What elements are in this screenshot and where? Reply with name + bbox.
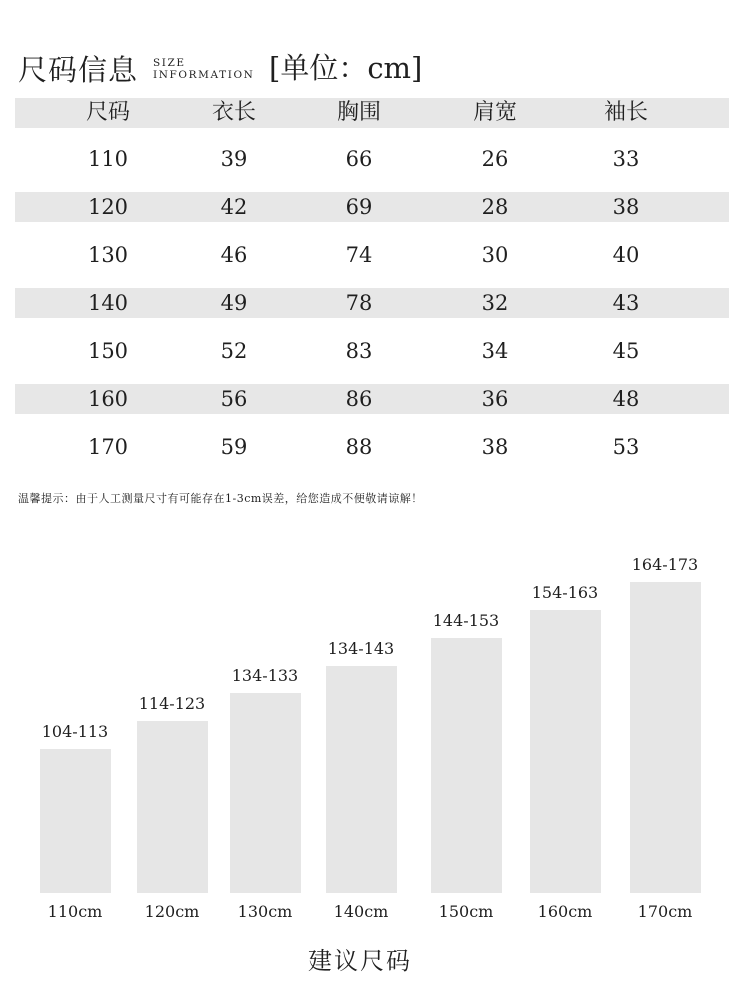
table-cell: 39	[220, 147, 248, 171]
column-header: 袖长	[603, 100, 648, 125]
table-cell: 52	[220, 339, 248, 363]
category-label: 140cm	[333, 902, 389, 921]
table-cell: 150	[87, 339, 129, 363]
table-cell: 26	[481, 147, 509, 171]
chart-bar	[40, 749, 111, 893]
table-cell: 66	[345, 147, 373, 171]
table-cell: 74	[345, 243, 373, 267]
chart-bar	[630, 582, 701, 893]
table-row	[15, 320, 729, 368]
table-cell: 86	[345, 387, 373, 411]
column-header: 肩宽	[472, 100, 517, 125]
table-cell: 33	[612, 147, 640, 171]
table-row	[15, 128, 729, 176]
table-cell: 40	[612, 243, 640, 267]
category-label: 130cm	[237, 902, 293, 921]
table-cell: 130	[87, 243, 129, 267]
category-label: 160cm	[537, 902, 593, 921]
bar-data-label: 134-133	[231, 666, 299, 685]
bar-data-label: 134-143	[327, 639, 395, 658]
unit-label: [单位：cm]	[269, 51, 423, 85]
column-header: 衣长	[211, 100, 256, 125]
table-cell: 78	[345, 291, 373, 315]
subtitle-line-2: INFORMATION	[153, 69, 255, 81]
category-label: 150cm	[438, 902, 494, 921]
bar-data-label: 144-153	[432, 611, 500, 630]
table-cell: 59	[220, 435, 248, 459]
table-row	[15, 176, 729, 224]
table-row	[15, 368, 729, 416]
page-subtitle	[153, 57, 254, 81]
table-cell: 34	[481, 339, 509, 363]
table-cell: 38	[612, 195, 640, 219]
table-cell: 36	[481, 387, 509, 411]
chart-bar	[431, 638, 502, 893]
table-cell: 56	[220, 387, 248, 411]
size-table	[15, 98, 729, 464]
bar-data-label: 104-113	[41, 722, 109, 741]
column-header: 尺码	[85, 100, 130, 125]
table-cell: 88	[345, 435, 373, 459]
table-cell: 53	[612, 435, 640, 459]
bar-data-label: 114-123	[138, 694, 206, 713]
table-cell: 30	[481, 243, 509, 267]
table-row	[15, 224, 729, 272]
subtitle-line-1: SIZE	[153, 57, 186, 69]
table-cell: 49	[220, 291, 248, 315]
chart-bar	[326, 666, 397, 893]
table-cell: 110	[87, 147, 129, 171]
table-row	[15, 416, 729, 464]
chart-bar	[530, 610, 601, 893]
chart-title: 建议尺码	[308, 947, 412, 975]
table-cell: 46	[220, 243, 248, 267]
table-cell: 42	[220, 195, 248, 219]
table-cell: 140	[87, 291, 129, 315]
table-cell: 32	[481, 291, 509, 315]
category-label: 170cm	[637, 902, 693, 921]
table-cell: 38	[481, 435, 509, 459]
table-cell: 28	[481, 195, 509, 219]
bar-data-label: 154-163	[531, 583, 599, 602]
bar-data-label: 164-173	[631, 555, 699, 574]
table-cell: 43	[612, 291, 640, 315]
category-label: 120cm	[144, 902, 200, 921]
measurement-note: 温馨提示：由于人工测量尺寸有可能存在1-3cm误差，给您造成不便敬请谅解！	[18, 492, 423, 505]
table-cell: 45	[612, 339, 640, 363]
table-cell: 120	[87, 195, 129, 219]
table-cell: 170	[87, 435, 129, 459]
column-header: 胸围	[336, 100, 381, 125]
chart-bar	[137, 721, 208, 893]
table-cell: 69	[345, 195, 373, 219]
category-label: 110cm	[47, 902, 103, 921]
page-title: 尺码信息	[18, 53, 139, 87]
chart-bar	[230, 693, 301, 893]
table-header	[15, 98, 729, 128]
table-cell: 83	[345, 339, 373, 363]
table-row	[15, 272, 729, 320]
table-cell: 48	[612, 387, 640, 411]
table-cell: 160	[87, 387, 129, 411]
